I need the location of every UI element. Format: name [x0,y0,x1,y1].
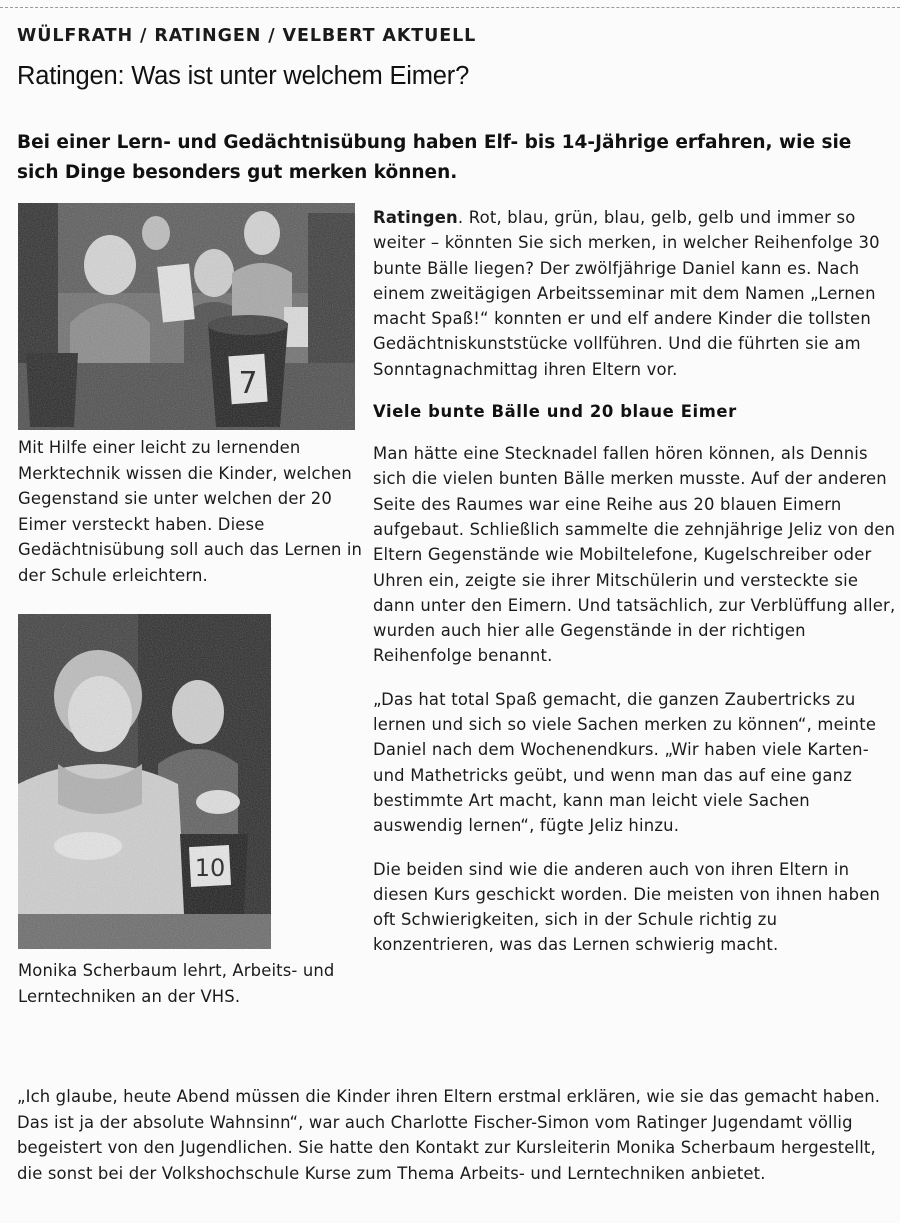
article-paragraph: Man hätte eine Stecknadel fallen hören können, als Dennis sich die vielen bunten Bälle merken musste. Auf der anderen Seite des Raumes war eine Reihe aus 20 blauen Eimern aufgebaut. Schließlich sammelte die zehnjährige Jeliz von den Eltern Gegenstände wie Mobiltelefone, Kugelschreiber oder Uhren ein, zeigte sie ihrer Mitschülerin und versteckte sie dann unter den Eimern. Und tatsächlich, zur Verblüffung aller, wurden auch hier alle Gegenstände in der richtigen Reihenfolge benannt. [373,444,896,666]
headline: Ratingen: Was ist unter welchem Eimer? [17,62,470,90]
section-header: WÜLFRATH / RATINGEN / VELBERT AKTUELL [17,26,477,46]
article-paragraph: „Das hat total Spaß gemacht, die ganzen Zaubertricks zu lernen und sich so viele Sachen merken zu können“, meinte Daniel nach dem Wochenendkurs. „Wir haben viele Karten- und Mathetricks geübt, und wenn man das auf eine ganz bestimmte Art macht, kann man leicht viele Sachen auswendig lernen“, fügte Jeliz hinzu. [373,689,877,836]
top-dashed-rule [0,7,900,8]
article-body [373,205,900,976]
article-final-paragraph: „Ich glaube, heute Abend müssen die Kinder ihren Eltern erstmal erklären, wie sie das gemacht haben. Das ist ja der absolute Wahnsinn“, war auch Charlotte Fischer-Simon vom Ratinger Jugendamt völlig begeistert von den Jugendlichen. Sie hatte den Kontakt zur Kursleiterin Monika Scherbaum hergestellt, die sonst bei der Volkshochschule Kurse zum Thema Arbeits- und Lerntechniken anbietet. [17,1087,881,1183]
photo-instructor [18,614,271,949]
article-paragraph: Ratingen. Rot, blau, grün, blau, gelb, gelb und immer so weiter – könnten Sie sich merken, in welcher Reihenfolge 30 bunte Bälle liegen? Der zwölfjährige Daniel kann es. Nach einem zweitägigen Arbeitsseminar mit dem Namen „Lernen macht Spaß!“ konnten er und elf andere Kinder die tollsten Gedächtniskunststücke vollführen. Und die führten sie am Sonntagnachmittag ihren Eltern vor. [373,208,880,379]
photo-children-with-buckets [18,203,355,430]
dateline: Ratingen [373,208,458,227]
lead-paragraph: Bei einer Lern- und Gedächtnisübung haben Elf- bis 14-Jährige erfahren, wie sie sich Dinge besonders gut merken können. [17,132,852,183]
photo2-caption: Monika Scherbaum lehrt, Arbeits- und Lerntechniken an der VHS. [18,961,335,1006]
photo1-caption: Mit Hilfe einer leicht zu lernenden Merktechnik wissen die Kinder, welchen Gegenstand sie unter welchen der 20 Eimer versteckt haben. Diese Gedächtnisübung soll auch das Lernen in der Schule erleichtern. [18,438,363,585]
article-subheading: Viele bunte Bälle und 20 blaue Eimer [373,402,737,422]
article-paragraph: Die beiden sind wie die anderen auch von ihren Eltern in diesen Kurs geschickt worden. Die meisten von ihnen haben oft Schwierigkeiten, sich in der Schule richtig zu konzentrieren, was das Lernen schwierig macht. [373,859,881,955]
